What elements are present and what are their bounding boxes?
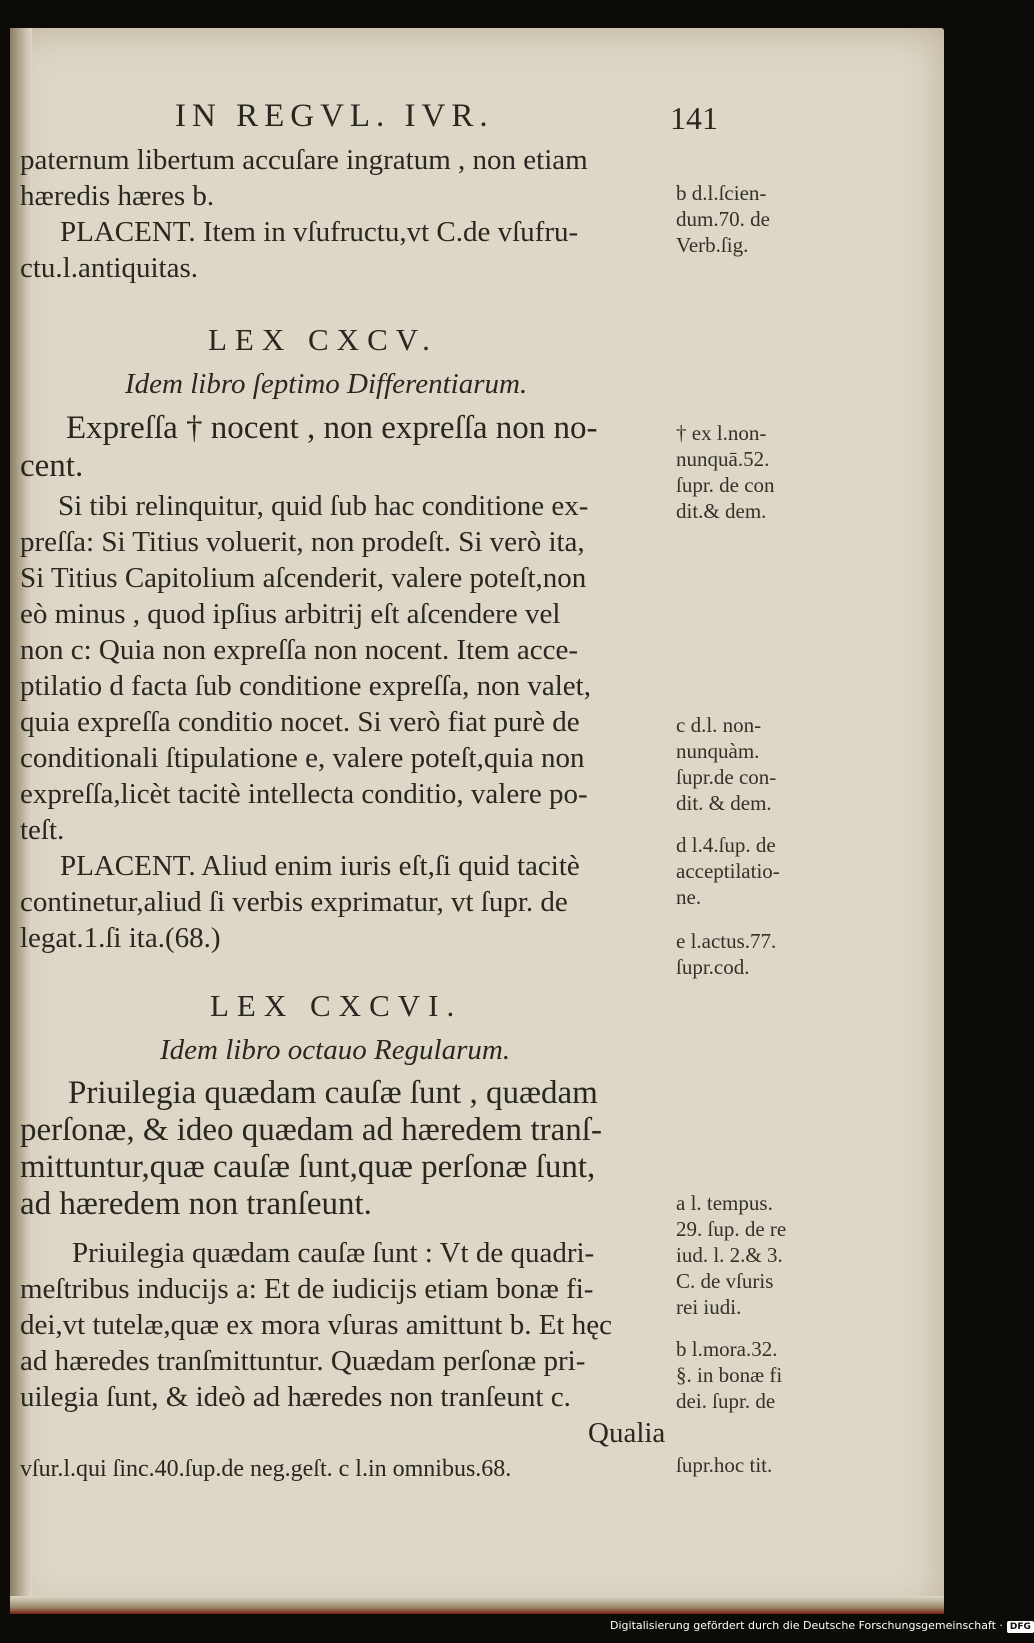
margin-note: c d.l. non-	[676, 713, 762, 737]
rule-line: Expreſſa † nocent , non expreſſa non no-	[66, 410, 598, 446]
commentary-line: teſt.	[20, 814, 65, 846]
margin-note: nunquā.52.	[676, 447, 770, 471]
rule-line: mittuntur,quæ cauſæ ſunt,quæ perſonæ ſunt,	[20, 1149, 596, 1185]
margin-note: Verb.ſig.	[676, 233, 749, 257]
margin-note: ſupr.cod.	[676, 955, 750, 979]
lex-heading: LEX CXCVI.	[210, 988, 463, 1023]
commentary-line: quia expreſſa conditio nocet. Si verò fiat purè de	[20, 706, 580, 738]
rule-line: Priuilegia quædam cauſæ ſunt , quædam	[68, 1075, 598, 1111]
text-line: ctu.l.antiquitas.	[20, 252, 198, 284]
margin-note: 29. ſup. de re	[676, 1217, 787, 1241]
page-number: 141	[670, 100, 718, 136]
margin-note: dum.70. de	[676, 207, 770, 231]
commentary-line: Si tibi relinquitur, quid ſub hac conditione ex-	[58, 490, 589, 522]
credit-text: Digitalisierung gefördert durch die Deutsche Forschungsgemeinschaft ·	[610, 1619, 1003, 1632]
commentary-line: legat.1.ſi ita.(68.)	[20, 922, 221, 954]
commentary-line: meſtribus inducijs a: Et de iudicijs etiam bonæ fi-	[20, 1273, 594, 1305]
margin-note: dit.& dem.	[676, 499, 767, 523]
margin-note: ſupr. de con	[676, 473, 775, 497]
margin-note: §. in bonæ fi	[676, 1363, 783, 1387]
lex-subtitle: Idem libro octauo Regularum.	[160, 1034, 511, 1066]
margin-note: ſupr.de con-	[676, 765, 777, 789]
margin-note: a l. tempus.	[676, 1191, 773, 1215]
lex-subtitle: Idem libro ſeptimo Differentiarum.	[125, 368, 528, 400]
text-line: hæredis hæres b.	[20, 180, 215, 212]
commentary-line: preſſa: Si Titius voluerit, non prodeſt. Si verò ita,	[20, 526, 585, 558]
margin-note: rei iudi.	[676, 1295, 742, 1319]
margin-note: † ex l.non-	[676, 421, 767, 445]
rule-line: cent.	[20, 448, 84, 484]
commentary-line: expreſſa,licèt tacitè intellecta conditio, valere po-	[20, 778, 588, 810]
catchword: Qualia	[588, 1417, 666, 1449]
text-line: PLACENT. Item in vſufructu,vt C.de vſufru-	[60, 216, 579, 248]
margin-note: ne.	[676, 885, 702, 909]
margin-note: nunquàm.	[676, 739, 760, 763]
dfg-logo: DFG	[1007, 1621, 1034, 1633]
commentary-line: ad hæredes tranſmittuntur. Quædam perſonæ pri-	[20, 1345, 586, 1377]
rule-line: perſonæ, & ideo quædam ad hæredem tranſ-	[20, 1112, 602, 1148]
margin-note: ſupr.hoc tit.	[676, 1453, 773, 1477]
text-line: paternum libertum accuſare ingratum , non etiam	[20, 144, 588, 176]
commentary-line: non c: Quia non expreſſa non nocent. Item acce-	[20, 634, 579, 666]
commentary-line: uilegia ſunt, & ideò ad hæredes non tranſeunt c.	[20, 1381, 571, 1413]
margin-note: iud. l. 2.& 3.	[676, 1243, 783, 1267]
margin-note: acceptilatio-	[676, 859, 780, 883]
margin-note: e l.actus.77.	[676, 929, 777, 953]
commentary-line: Si Titius Capitolium aſcenderit, valere poteſt,non	[20, 562, 587, 594]
commentary-line: dei,vt tutelæ,quæ ex mora vſuras amittunt b. Et hęc	[20, 1309, 612, 1341]
commentary-line: eò minus , quod ipſius arbitrij eſt aſcendere vel	[20, 598, 561, 630]
commentary-line: Priuilegia quædam cauſæ ſunt : Vt de quadri-	[72, 1237, 595, 1269]
page-bottom-edge	[10, 1596, 944, 1614]
commentary-line: PLACENT. Aliud enim iuris eſt,ſi quid tacitè	[60, 850, 580, 882]
commentary-line: ptilatio d facta ſub conditione expreſſa, non valet,	[20, 670, 591, 702]
commentary-line: continetur,aliud ſi verbis exprimatur, vt ſupr. de	[20, 886, 568, 918]
margin-note: dei. ſupr. de	[676, 1389, 776, 1413]
margin-note: d l.4.ſup. de	[676, 833, 776, 857]
footnote-line: vſur.l.qui ſinc.40.ſup.de neg.geſt. c l.in omnibus.68.	[20, 1456, 512, 1482]
margin-note: b d.l.ſcien-	[676, 181, 767, 205]
digitization-credit	[610, 1619, 1034, 1639]
margin-note: b l.mora.32.	[676, 1337, 778, 1361]
rule-line: ad hæredem non tranſeunt.	[20, 1186, 372, 1222]
running-title: IN REGVL. IVR.	[175, 98, 494, 134]
lex-heading: LEX CXCV.	[208, 322, 438, 357]
margin-note: C. de vſuris	[676, 1269, 774, 1293]
commentary-line: conditionali ſtipulatione e, valere poteſt,quia non	[20, 742, 585, 774]
margin-note: dit. & dem.	[676, 791, 772, 815]
